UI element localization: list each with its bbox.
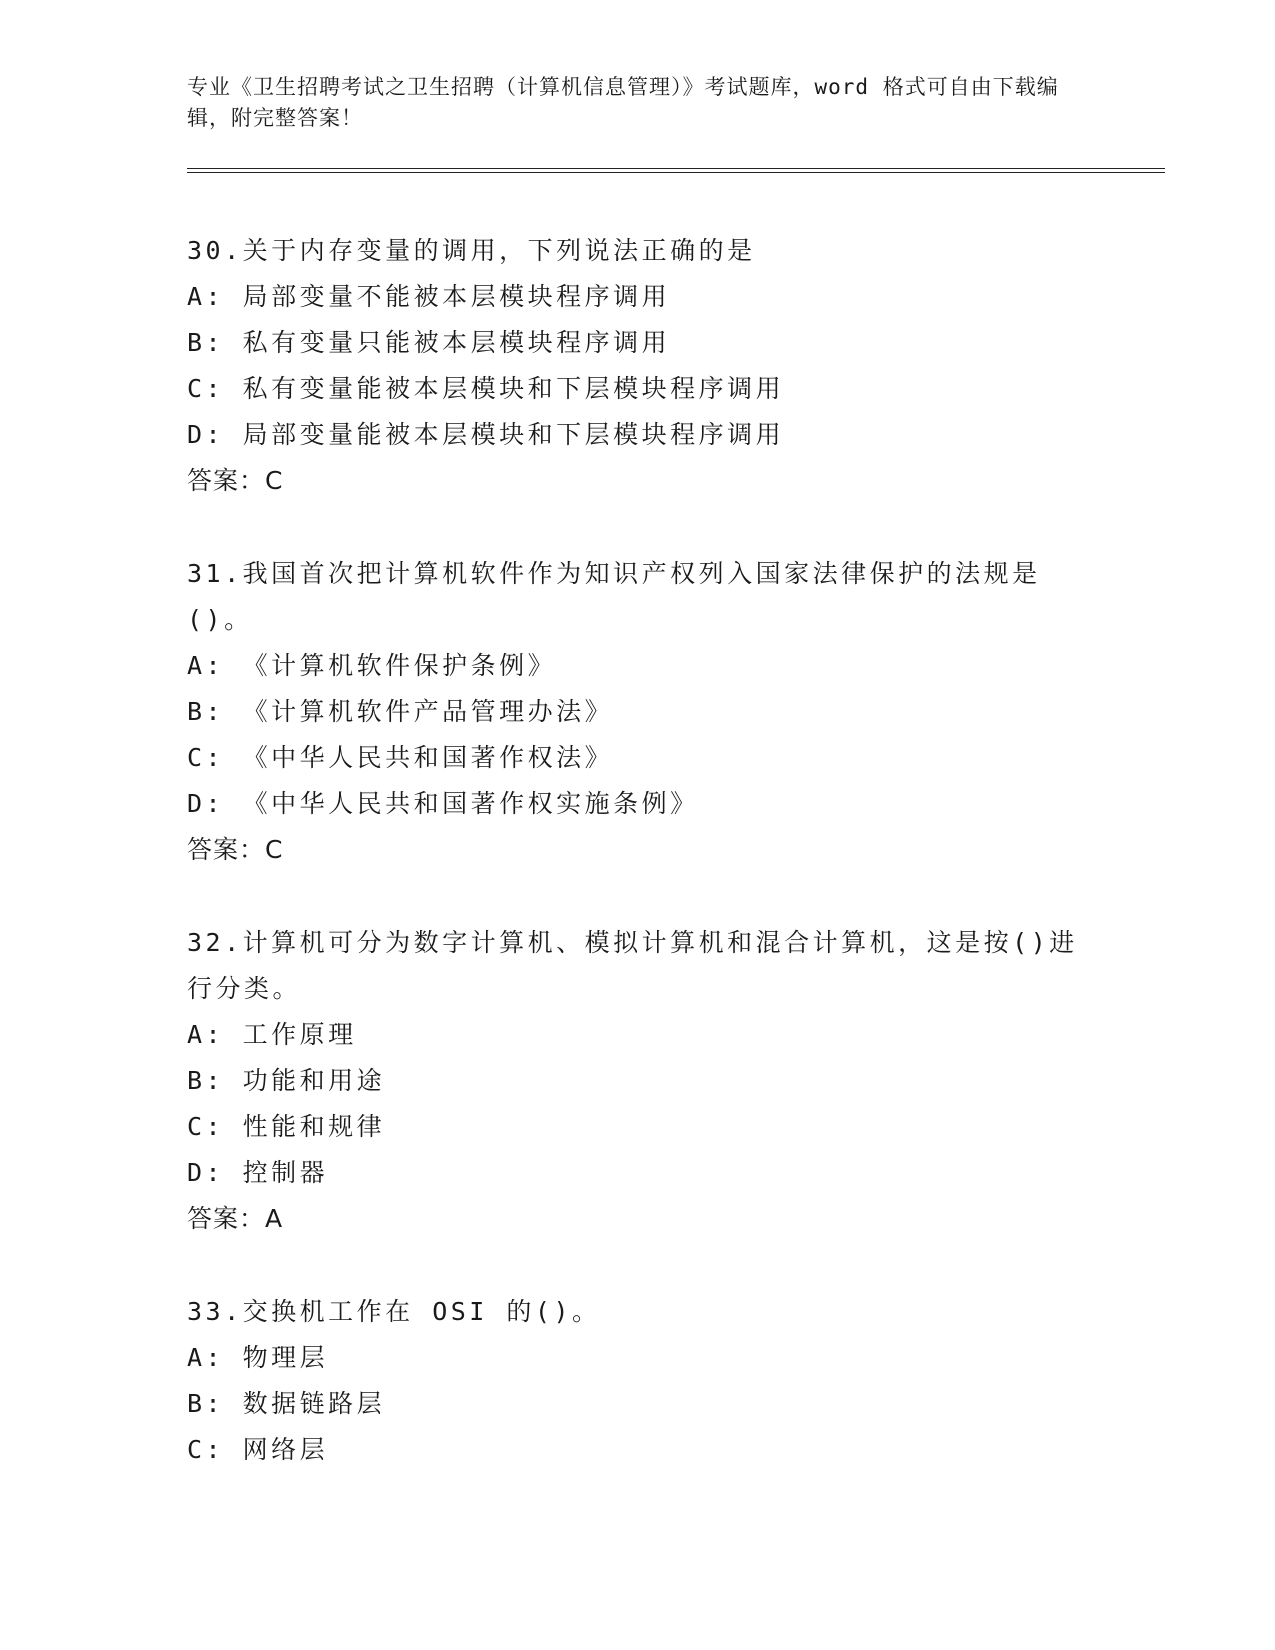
option-d: D: 局部变量能被本层模块和下层模块程序调用 — [187, 420, 785, 449]
question-33 — [187, 1289, 1167, 1473]
question-text: 31.我国首次把计算机软件作为知识产权列入国家法律保护的法规是()。 — [187, 559, 1041, 634]
option-d: D: 控制器 — [187, 1158, 329, 1187]
question-32 — [187, 920, 1167, 1242]
option-c: C: 《中华人民共和国著作权法》 — [187, 743, 614, 772]
answer-text: 答案：C — [187, 466, 284, 495]
question-text: 33.交换机工作在 OSI 的()。 — [187, 1297, 601, 1326]
option-b: B: 数据链路层 — [187, 1389, 386, 1418]
header-divider — [187, 168, 1165, 173]
answer-text: 答案：C — [187, 835, 284, 864]
answer-text: 答案：A — [187, 1204, 284, 1233]
question-30 — [187, 228, 1167, 504]
option-a: A: 局部变量不能被本层模块程序调用 — [187, 282, 671, 311]
option-c: C: 私有变量能被本层模块和下层模块程序调用 — [187, 374, 785, 403]
option-d: D: 《中华人民共和国著作权实施条例》 — [187, 789, 699, 818]
option-a: A: 《计算机软件保护条例》 — [187, 651, 557, 680]
option-b: B: 功能和用途 — [187, 1066, 386, 1095]
document-intro: 专业《卫生招聘考试之卫生招聘（计算机信息管理）》考试题库，word 格式可自由下载编辑，附完整答案！ — [187, 75, 1059, 130]
option-a: A: 物理层 — [187, 1343, 329, 1372]
document-page — [187, 72, 1167, 1473]
question-text: 30.关于内存变量的调用，下列说法正确的是 — [187, 236, 756, 265]
option-a: A: 工作原理 — [187, 1020, 357, 1049]
option-b: B: 《计算机软件产品管理办法》 — [187, 697, 614, 726]
option-c: C: 网络层 — [187, 1435, 329, 1464]
option-b: B: 私有变量只能被本层模块程序调用 — [187, 328, 671, 357]
question-31 — [187, 551, 1167, 873]
question-text: 32.计算机可分为数字计算机、模拟计算机和混合计算机，这是按()进行分类。 — [187, 928, 1078, 1003]
option-c: C: 性能和规律 — [187, 1112, 386, 1141]
